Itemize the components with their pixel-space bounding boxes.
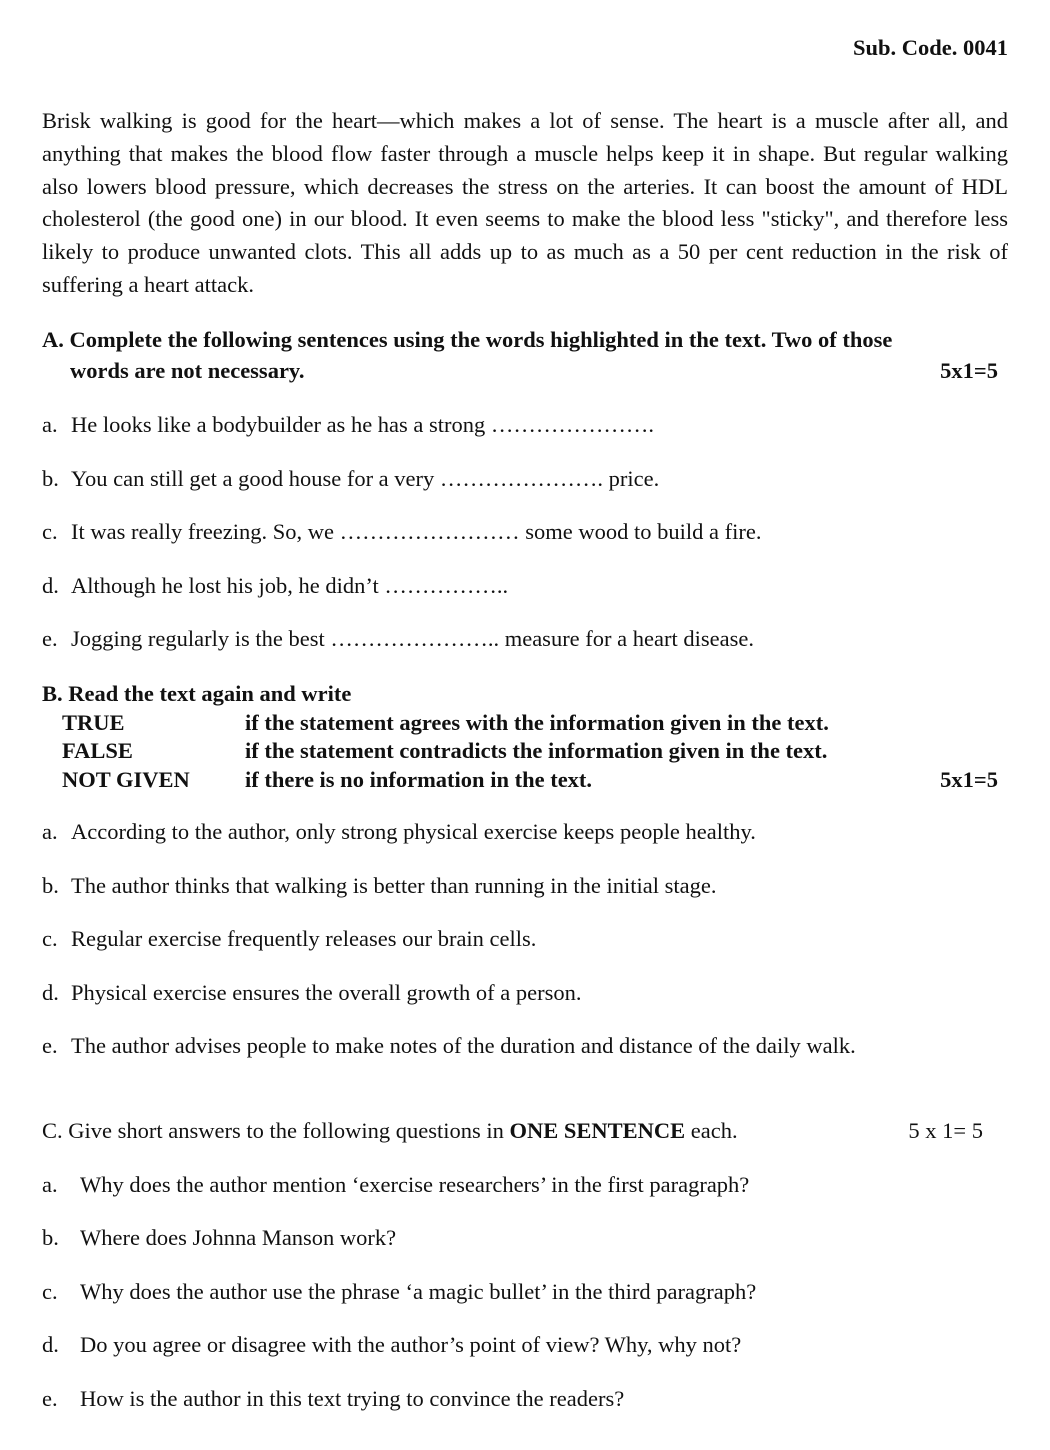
item-letter: d.: [42, 573, 59, 598]
item-letter: c.: [42, 926, 58, 951]
section-b-instruction: [42, 680, 1008, 794]
subject-code: Sub. Code. 0041: [852, 35, 1008, 60]
item-text: The author advises people to make notes of the duration and distance of the daily walk.: [71, 1033, 856, 1058]
item-letter: b.: [42, 873, 59, 898]
section-c-item: [42, 1385, 624, 1413]
item-letter: d.: [42, 1332, 59, 1357]
item-text: Do you agree or disagree with the author’s point of view? Why, why not?: [80, 1332, 742, 1357]
option-row-true: [42, 709, 1008, 738]
item-text: How is the author in this text trying to convince the readers?: [80, 1386, 625, 1411]
item-letter: c.: [42, 519, 58, 544]
section-c-instruction-text: [42, 1117, 738, 1145]
section-c-marks: 5 x 1= 5: [908, 1118, 983, 1143]
item-letter: a.: [42, 1172, 58, 1197]
item-letter: a.: [42, 819, 58, 844]
item-text: According to the author, only strong physical exercise keeps people healthy.: [71, 819, 756, 844]
item-text: Why does the author use the phrase ‘a magic bullet’ in the third paragraph?: [80, 1279, 757, 1304]
section-c-item: [42, 1278, 756, 1306]
option-desc: if there is no information in the text.: [245, 766, 593, 792]
section-c-item: [42, 1331, 741, 1359]
exam-page: [42, 0, 1008, 1450]
item-text: He looks like a bodybuilder as he has a strong ………………….: [71, 412, 655, 437]
instruction-post: each.: [685, 1118, 738, 1143]
instruction-pre: C. Give short answers to the following questions in: [42, 1118, 510, 1143]
section-a-instruction: [42, 324, 1008, 386]
item-letter: e.: [42, 1033, 58, 1058]
item-text: Why does the author mention ‘exercise researchers’ in the first paragraph?: [80, 1172, 750, 1197]
instruction-emphasis: ONE SENTENCE: [509, 1118, 686, 1143]
section-a-item: [42, 518, 761, 546]
option-desc: if the statement contradicts the information given in the text.: [245, 738, 828, 763]
section-b-item: [42, 979, 581, 1007]
option-desc: if the statement agrees with the information given in the text.: [245, 709, 829, 735]
item-text: Regular exercise frequently releases our brain cells.: [71, 926, 537, 951]
section-b-marks: 5x1=5: [940, 766, 998, 792]
option-row-not-given: [42, 766, 1008, 795]
section-a-instruction-line2: words are not necessary.: [70, 358, 305, 383]
section-b-item: [42, 818, 756, 846]
item-text: It was really freezing. So, we …………………… some wood to build a fire.: [71, 519, 762, 544]
item-text: The author thinks that walking is better than running in the initial stage.: [71, 873, 717, 898]
item-letter: e.: [42, 1386, 58, 1411]
reading-passage: Brisk walking is good for the heart—which makes a lot of sense. The heart is a muscle after all, and anything that makes the blood flow faster through a muscle helps keep it in shape. But regular walking also lowers blood pressure, which decreases the stress on the arteries. It can boost the amount of HDL cholesterol (the good one) in our blood. It even seems to make the blood less "sticky", and therefore less likely to produce unwanted clots. This all adds up to as much as a 50 per cent reduction in the risk of suffering a heart attack.: [42, 108, 1008, 297]
item-letter: e.: [42, 626, 58, 651]
section-a-item: [42, 465, 659, 493]
section-a-marks: 5x1=5: [940, 358, 998, 383]
item-letter: d.: [42, 980, 59, 1005]
item-letter: a.: [42, 412, 58, 437]
section-b-title: B. Read the text again and write: [42, 681, 352, 706]
section-a-item: [42, 625, 754, 653]
section-a-item: [42, 411, 654, 439]
item-text: You can still get a good house for a very …………………. price.: [71, 466, 660, 491]
option-key: NOT GIVEN: [62, 766, 190, 792]
section-b-item: [42, 925, 536, 953]
section-a-instruction-line1: A. Complete the following sentences using the words highlighted in the text. Two of those: [42, 327, 893, 352]
item-letter: c.: [42, 1279, 58, 1304]
section-c-item: [42, 1224, 396, 1252]
section-b-item: [42, 1032, 856, 1060]
option-key: FALSE: [62, 738, 133, 763]
item-text: Although he lost his job, he didn’t ……………..: [71, 573, 509, 598]
option-key: TRUE: [62, 709, 125, 735]
item-text: Where does Johnna Manson work?: [80, 1225, 397, 1250]
item-letter: b.: [42, 466, 59, 491]
section-b-item: [42, 872, 717, 900]
option-row-false: [42, 737, 1008, 766]
section-a-item: [42, 572, 508, 600]
item-text: Jogging regularly is the best ………………….. measure for a heart disease.: [71, 626, 754, 651]
section-c-item: [42, 1171, 749, 1199]
item-letter: b.: [42, 1225, 59, 1250]
section-c-instruction: [42, 1117, 1008, 1145]
item-text: Physical exercise ensures the overall growth of a person.: [71, 980, 582, 1005]
